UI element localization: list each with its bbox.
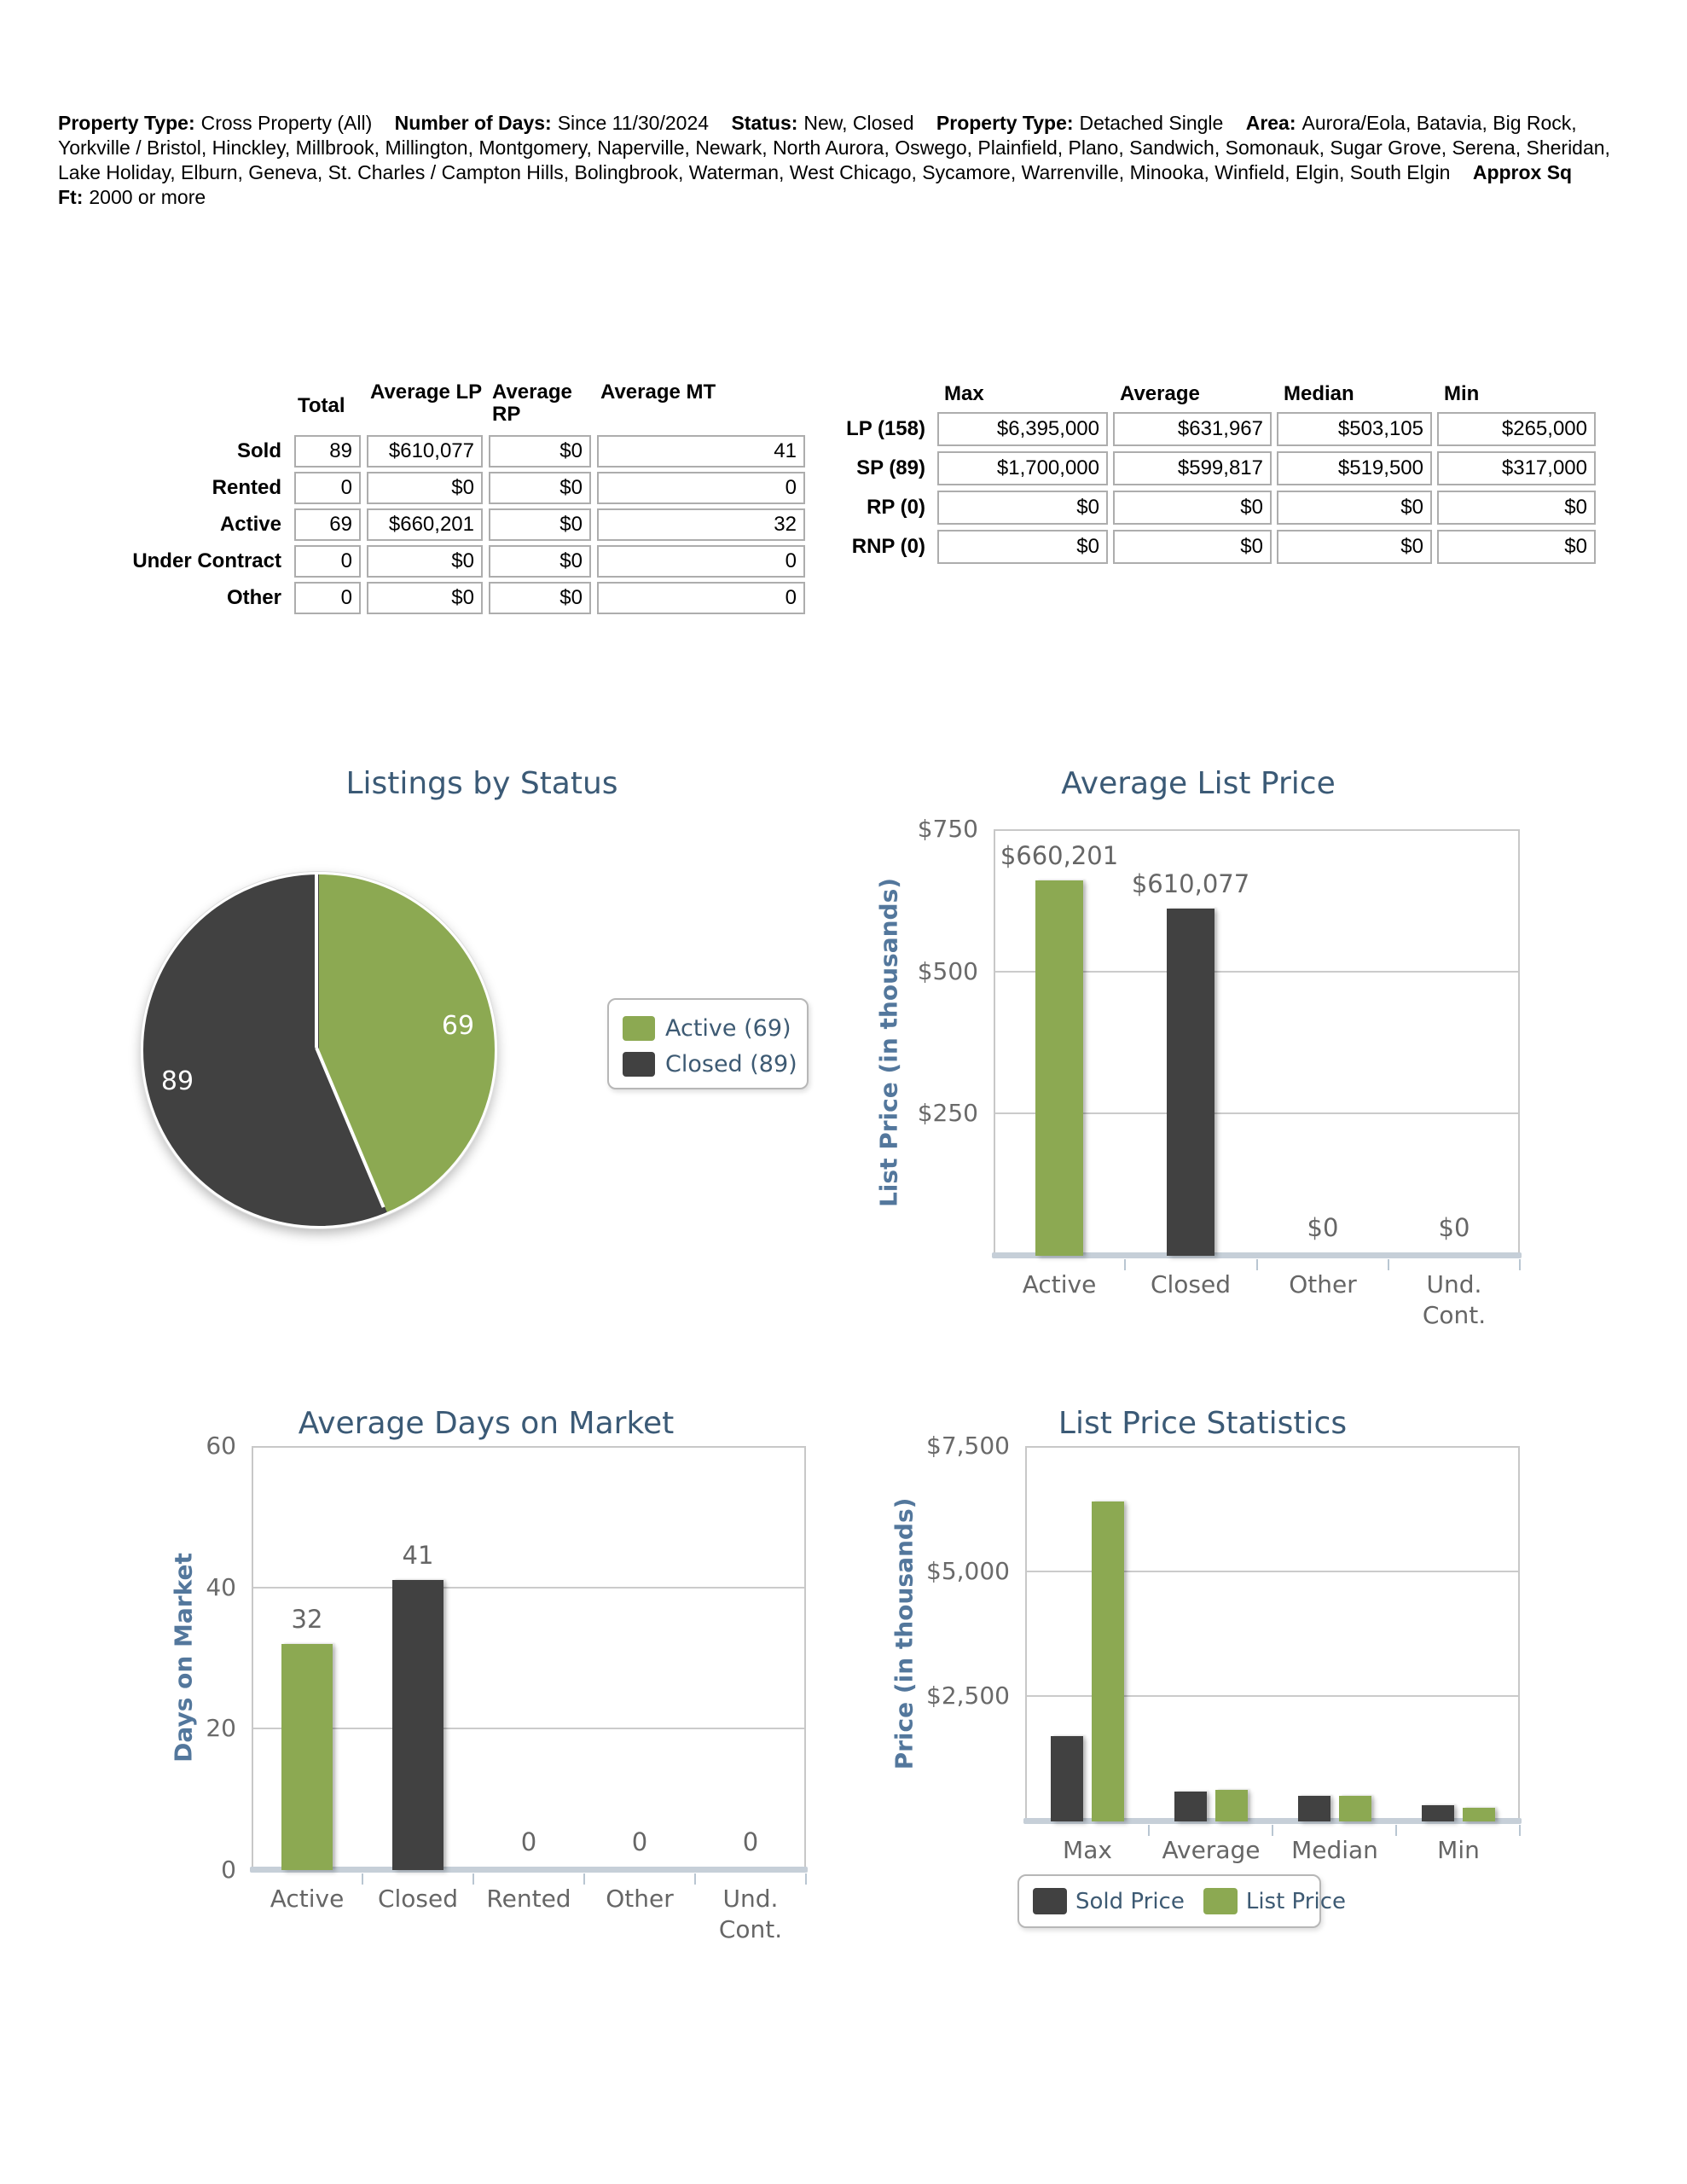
category-label: Closed [377,1885,459,1913]
legend-item-sold-price [1033,1888,1185,1914]
row-label: Active [219,513,281,536]
y-tick-label: $500 [917,957,978,985]
chart-title: Average List Price [1061,766,1336,801]
criteria-value: 2000 or more [89,186,206,208]
column-header: Average LP [370,380,483,404]
pie-legend [607,998,809,1089]
category-label: Average [1162,1836,1261,1864]
table-cell: $660,201 [367,508,483,541]
bar [1035,880,1083,1256]
axis-tick [1256,1259,1258,1270]
category-label: Other [1289,1270,1357,1298]
chart-title: Listings by Status [345,766,618,801]
table-cell: $631,967 [1113,412,1272,446]
legend-item-list-price [1203,1888,1346,1914]
y-tick-label: 20 [206,1714,236,1742]
table-cell: $0 [489,545,591,578]
column-header: Average MT [600,380,716,404]
table-cell: $1,700,000 [937,451,1108,485]
legend-label: Sold Price [1075,1888,1185,1914]
axis-tick [1272,1825,1273,1836]
table-cell: $0 [1437,491,1596,525]
category-label: Und. Cont. [718,1885,783,1943]
column-header: Median [1284,382,1354,405]
table-cell: $610,077 [367,435,483,468]
bar-value-label: 41 [402,1541,434,1570]
bar-value-label: 32 [291,1605,323,1634]
grid-line [253,1587,804,1589]
y-axis-title: List Price (in thousands) [874,877,903,1208]
chart-average-days-on-market [162,1399,810,1996]
table-cell: $6,395,000 [937,412,1108,446]
criteria-value: Since 11/30/2024 [557,112,710,134]
category-label: Active [1022,1270,1097,1298]
criteria-label: Property Type: [58,112,195,134]
table-cell: 0 [294,545,361,578]
row-label: RP (0) [867,496,925,519]
table-cell: $0 [489,582,591,614]
axis-tick [362,1873,363,1885]
bar-value-label: 0 [742,1827,759,1856]
table-cell: $503,105 [1277,412,1432,446]
table-cell: $0 [489,508,591,541]
price-summary-table [815,381,1596,564]
column-header: Average RP [492,380,572,426]
row-label: Rented [212,476,281,499]
table-cell: 0 [294,472,361,504]
table-cell: $0 [1113,530,1272,564]
axis-tick [1519,1825,1521,1836]
bar-value-label: 0 [520,1827,537,1856]
y-tick-label: $2,500 [926,1682,1010,1710]
table-cell: $0 [367,545,483,578]
category-label: Rented [486,1885,571,1913]
row-label: RNP (0) [851,535,925,558]
bar-value-label: 0 [631,1827,648,1856]
y-axis-title: Days on Market [169,1553,198,1763]
table-cell: 0 [597,472,805,504]
axis-tick [1148,1825,1150,1836]
report-criteria [58,111,1632,210]
bar [1092,1502,1124,1821]
bar [1463,1808,1495,1821]
legend-item-active [623,1010,798,1046]
y-tick-label: $250 [917,1099,978,1127]
bar [1215,1790,1248,1821]
axis-tick [694,1873,696,1885]
row-label: Sold [237,439,281,462]
pie-slice-value-active: 69 [441,1011,475,1041]
table-cell: $0 [489,472,591,504]
table-cell: $0 [367,582,483,614]
axis-tick [583,1873,585,1885]
y-tick-label: $5,000 [926,1557,1010,1585]
table-cell: 0 [294,582,361,614]
table-cell: 0 [597,582,805,614]
bar [281,1644,333,1870]
pie-slice-divider [315,874,318,1048]
axis-tick [805,1873,807,1885]
column-header: Total [298,394,345,417]
criteria-label: Property Type: [936,112,1074,134]
category-label: Und. Cont. [1422,1270,1487,1329]
bar [392,1580,443,1870]
legend-swatch-dark [1033,1888,1067,1914]
chart-listings-by-status [119,759,844,1305]
table-cell: $519,500 [1277,451,1432,485]
row-label: LP (158) [846,417,925,440]
criteria-pair [731,112,930,134]
axis-baseline [250,1867,808,1873]
table-cell: 69 [294,508,361,541]
y-tick-label: 40 [206,1573,236,1601]
legend-swatch-dark [623,1052,655,1077]
table-cell: 41 [597,435,805,468]
bar-value-label: $610,077 [1131,869,1250,898]
legend-label: Closed (89) [665,1050,797,1077]
legend-label: Active (69) [665,1014,791,1042]
table-cell: $0 [937,530,1108,564]
table-cell: $265,000 [1437,412,1596,446]
column-header-spacer [60,381,288,431]
legend-swatch-green [1203,1888,1238,1914]
row-label: Under Contract [132,549,281,572]
criteria-value: Cross Property (All) [200,112,373,134]
table-cell: $0 [1113,491,1272,525]
chart-average-list-price [870,759,1527,1356]
criteria-value: Aurora/Eola, Batavia, Big Rock, Yorkville / Bristol, Hinckley, Millbrook, Millington, Montgomery, Naperville, Newark, North Aurora, Oswego, Plainfield, Plano, Sandwich, Somonauk, Sugar Grove, Serena, Sheridan, Lake Holiday, Elburn, Geneva, St. Charles / Campton Hills, Bolingbrook, Waterman, West Chicago, Sycamore, Warrenville, Minooka, Winfield, Elgin, South Elgin [58,112,1610,183]
category-label: Other [606,1885,674,1913]
grid-line [253,1728,804,1729]
criteria-label: Area: [1245,112,1296,134]
bar [1167,909,1215,1256]
criteria-label: Number of Days: [394,112,552,134]
bar [1339,1796,1371,1821]
criteria-pair [58,112,389,134]
column-header: Max [944,382,984,405]
criteria-label: Status: [731,112,798,134]
y-tick-label: $7,500 [926,1432,1010,1460]
table-cell: $0 [1277,530,1432,564]
bar [1174,1792,1207,1821]
column-header: Average [1120,382,1200,405]
criteria-label: Approx Sq Ft: [58,161,1573,208]
bar [1422,1805,1454,1821]
bar-value-label: $0 [1438,1213,1470,1242]
criteria-pair [395,112,726,134]
legend-item-closed [623,1046,798,1082]
table-cell: $0 [489,435,591,468]
status-summary-table [60,381,805,614]
y-tick-label: $750 [917,815,978,843]
criteria-value: Detached Single [1079,112,1224,134]
axis-tick [1124,1259,1126,1270]
chart-list-price-statistics [878,1399,1527,1996]
y-axis-title: Price (in thousands) [890,1497,919,1770]
bar-value-label: $660,201 [1000,841,1119,870]
axis-tick [1395,1825,1397,1836]
bar [1051,1736,1083,1821]
axis-tick [1519,1259,1521,1270]
axis-tick [472,1873,474,1885]
criteria-value: New, Closed [803,112,914,134]
table-cell: $0 [367,472,483,504]
axis-tick [1388,1259,1389,1270]
legend-label: List Price [1245,1888,1346,1914]
legend-swatch-green [623,1016,655,1041]
table-cell: $317,000 [1437,451,1596,485]
y-tick-label: 60 [206,1432,236,1460]
bar-value-label: $0 [1307,1213,1339,1242]
criteria-pair [936,112,1240,134]
table-cell: $0 [937,491,1108,525]
chart-title: List Price Statistics [1058,1406,1348,1441]
table-cell: $0 [1277,491,1432,525]
category-label: Active [270,1885,345,1913]
plot-area [252,1446,806,1870]
category-label: Max [1063,1836,1112,1864]
chart-title: Average Days on Market [298,1406,675,1441]
row-label: Other [226,586,281,609]
series-legend [1017,1874,1346,1928]
pie-slice-value-closed: 89 [160,1066,194,1096]
category-label: Min [1437,1836,1480,1864]
table-cell: $0 [1437,530,1596,564]
table-cell: 32 [597,508,805,541]
column-header-spacer [815,381,932,407]
category-label: Closed [1150,1270,1232,1298]
table-cell: $599,817 [1113,451,1272,485]
table-cell: 0 [597,545,805,578]
table-cell: 89 [294,435,361,468]
bar [1298,1796,1330,1821]
y-tick-label: 0 [221,1856,236,1884]
row-label: SP (89) [856,456,925,479]
category-label: Median [1291,1836,1378,1864]
column-header: Min [1444,382,1480,405]
